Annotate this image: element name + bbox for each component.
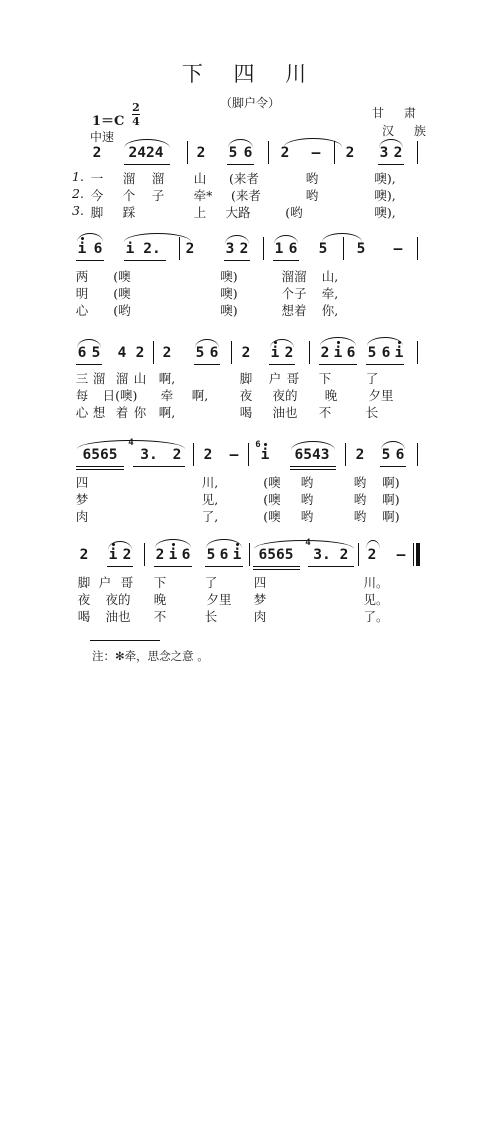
grace-note: 6 bbox=[255, 440, 261, 450]
tempo-marking: 中速 bbox=[90, 130, 115, 144]
lyric: 两 bbox=[75, 269, 89, 284]
barline bbox=[309, 341, 310, 364]
beam-underline bbox=[290, 466, 336, 467]
note: 2 bbox=[280, 145, 290, 161]
lyric: 三 bbox=[75, 371, 89, 386]
beam-underline bbox=[366, 364, 404, 365]
barline bbox=[263, 237, 264, 260]
note: 5 bbox=[91, 345, 101, 361]
lyric: 噢) bbox=[220, 286, 238, 301]
note: 5 bbox=[318, 241, 328, 257]
octave-dot bbox=[264, 443, 267, 446]
barline bbox=[144, 543, 145, 566]
lyric: 了。 bbox=[363, 609, 389, 624]
slur bbox=[195, 339, 219, 348]
beam-underline bbox=[319, 364, 357, 365]
beam-underline bbox=[290, 469, 336, 470]
note: 6 bbox=[77, 345, 87, 361]
lyric: 长 bbox=[365, 405, 379, 420]
note: 5 bbox=[367, 345, 377, 361]
lyric: 噢) bbox=[220, 269, 238, 284]
lyric: 夕里 bbox=[368, 388, 394, 403]
barline bbox=[231, 341, 232, 364]
lyric: (来者 bbox=[231, 188, 261, 203]
lyric: 脚 bbox=[77, 575, 91, 590]
dash: – bbox=[229, 447, 239, 463]
note: i bbox=[125, 241, 135, 257]
note: 2 bbox=[284, 345, 294, 361]
lyric: 梦 bbox=[253, 592, 267, 607]
beam-underline bbox=[76, 364, 102, 365]
slur bbox=[77, 233, 103, 242]
note: 4 bbox=[117, 345, 127, 361]
notation-line bbox=[0, 145, 403, 165]
note: 2 bbox=[92, 145, 102, 161]
note: 2 bbox=[185, 241, 195, 257]
barline bbox=[358, 543, 359, 566]
lyric: 着 bbox=[115, 405, 129, 420]
lyric: 想着 bbox=[281, 303, 307, 318]
note: 2 bbox=[203, 447, 213, 463]
lyric: 溜 bbox=[115, 371, 129, 386]
note: 5 bbox=[206, 547, 216, 563]
lyric: 下 bbox=[153, 575, 167, 590]
lyric: 个 bbox=[122, 188, 136, 203]
lyric: 溜 bbox=[151, 171, 165, 186]
lyric: 上 bbox=[193, 205, 207, 220]
slur bbox=[225, 235, 249, 244]
lyric: 川。 bbox=[363, 575, 389, 590]
beam-underline bbox=[76, 469, 124, 470]
origin-ethnicity: 汉 族 bbox=[382, 124, 434, 138]
note: 2 bbox=[393, 145, 403, 161]
verse-marker: 3. bbox=[72, 203, 84, 218]
notation-line bbox=[0, 345, 404, 365]
note: 2 bbox=[155, 547, 165, 563]
slur bbox=[320, 337, 356, 346]
note: 6 bbox=[219, 547, 229, 563]
dash: – bbox=[311, 145, 321, 161]
barline bbox=[417, 443, 418, 466]
lyric: 山 bbox=[133, 371, 147, 386]
lyric: 不 bbox=[318, 405, 332, 420]
song-subtitle: （脚户令） bbox=[219, 96, 280, 110]
note: 2 bbox=[196, 145, 206, 161]
note: 2 bbox=[135, 345, 145, 361]
slur bbox=[108, 541, 132, 550]
note: 5 bbox=[356, 241, 366, 257]
lyric: (哟 bbox=[113, 303, 131, 318]
barline bbox=[417, 141, 418, 164]
lyric: 心 bbox=[75, 303, 89, 318]
slur bbox=[379, 139, 403, 148]
lyric: 山 bbox=[193, 171, 207, 186]
lyric: 大路 bbox=[225, 205, 251, 220]
note: 2 bbox=[355, 447, 365, 463]
lyric: 溜 bbox=[122, 171, 136, 186]
slur bbox=[228, 139, 253, 148]
lyric: 夕里 bbox=[206, 592, 232, 607]
lyric: 溜溜 bbox=[281, 269, 307, 284]
key-signature: 1＝C bbox=[92, 114, 125, 129]
final-barline-thin bbox=[413, 543, 414, 566]
lyric: 哟 bbox=[300, 492, 314, 507]
lyric: 子 bbox=[151, 188, 165, 203]
lyric: 啊) bbox=[382, 492, 400, 507]
slur bbox=[381, 441, 405, 450]
lyric: 长 bbox=[204, 609, 218, 624]
lyric: 下 bbox=[318, 371, 332, 386]
lyric: 哟 bbox=[305, 171, 319, 186]
lyric: 一 bbox=[90, 171, 104, 186]
lyric: 踩 bbox=[122, 205, 136, 220]
beam-underline bbox=[273, 260, 299, 261]
beam-underline bbox=[380, 466, 406, 467]
dash: – bbox=[393, 241, 403, 257]
barline bbox=[153, 341, 154, 364]
lyric: 啊) bbox=[382, 475, 400, 490]
notation-line bbox=[0, 241, 403, 261]
notation-line bbox=[0, 538, 406, 567]
note: 2 bbox=[122, 547, 132, 563]
lyric: 脚 bbox=[90, 205, 104, 220]
beam-underline bbox=[107, 566, 133, 567]
footnote: 注：✻牵，思念之意 。 bbox=[92, 649, 209, 663]
lyric: 了 bbox=[365, 371, 379, 386]
lyric: 肉 bbox=[253, 609, 267, 624]
note: 3. bbox=[313, 547, 331, 563]
beam-underline bbox=[308, 566, 354, 567]
lyric: (噢 bbox=[263, 509, 281, 524]
note: 2 bbox=[172, 447, 182, 463]
barline bbox=[268, 141, 269, 164]
lyric: 夜 bbox=[239, 388, 253, 403]
barline bbox=[179, 237, 180, 260]
lyric: 川, bbox=[201, 475, 219, 490]
note: 6 bbox=[181, 547, 191, 563]
note: 3 bbox=[225, 241, 235, 257]
note: i bbox=[108, 547, 118, 563]
lyric: 噢) bbox=[220, 303, 238, 318]
note: 6 bbox=[346, 345, 356, 361]
lyric: 今 bbox=[90, 188, 104, 203]
lyric: 夜的 bbox=[272, 388, 298, 403]
beam-underline bbox=[76, 466, 124, 467]
lyric: 见。 bbox=[363, 592, 389, 607]
beam-underline bbox=[194, 364, 220, 365]
lyric: 牵* bbox=[193, 188, 213, 203]
barline bbox=[417, 237, 418, 260]
note: 1 bbox=[274, 241, 284, 257]
lyric: 溜 bbox=[92, 371, 106, 386]
lyric: 油也 bbox=[105, 609, 131, 624]
lyric: 晚 bbox=[153, 592, 167, 607]
beam-underline bbox=[76, 260, 104, 261]
lyric: 晚 bbox=[324, 388, 338, 403]
note: 2 bbox=[339, 547, 349, 563]
time-signature-bottom: 4 bbox=[132, 115, 140, 128]
lyric: 日(噢) bbox=[102, 388, 138, 403]
slur bbox=[270, 339, 294, 348]
beam-underline bbox=[253, 569, 300, 570]
note: i bbox=[232, 547, 242, 563]
note-group: 6565 bbox=[82, 447, 118, 463]
note: 2 bbox=[241, 345, 251, 361]
barline bbox=[249, 543, 250, 566]
note: 5 bbox=[195, 345, 205, 361]
lyric: 肉 bbox=[75, 509, 89, 524]
lyric: 噢), bbox=[374, 188, 396, 203]
lyric: 心 bbox=[75, 405, 89, 420]
note: 5 bbox=[228, 145, 238, 161]
lyric: 每 bbox=[75, 388, 89, 403]
slur bbox=[206, 539, 242, 548]
note-group: 2424 bbox=[128, 145, 164, 161]
lyric: 噢), bbox=[374, 205, 396, 220]
note: 6 bbox=[93, 241, 103, 257]
lyric: 明 bbox=[75, 286, 89, 301]
slur bbox=[77, 339, 101, 348]
lyric: 了, bbox=[201, 509, 219, 524]
lyric: 你, bbox=[321, 303, 339, 318]
note: i bbox=[260, 447, 270, 463]
barline bbox=[345, 443, 346, 466]
barline bbox=[417, 341, 418, 364]
lyric: 哟 bbox=[300, 509, 314, 524]
time-signature bbox=[132, 102, 140, 127]
beam-underline bbox=[253, 566, 300, 567]
note: i bbox=[168, 547, 178, 563]
lyric: 见, bbox=[201, 492, 219, 507]
origin-region: 甘 肃 bbox=[372, 106, 424, 120]
barline bbox=[248, 443, 249, 466]
lyric: 夜 bbox=[77, 592, 91, 607]
final-barline-thick bbox=[416, 543, 420, 566]
lyric: (噢 bbox=[263, 475, 281, 490]
barline bbox=[334, 141, 335, 164]
lyric: 脚 bbox=[239, 371, 253, 386]
lyric: (来者 bbox=[229, 171, 259, 186]
beam-underline bbox=[133, 466, 185, 467]
time-signature-top: 2 bbox=[132, 101, 140, 114]
note: 6 bbox=[209, 345, 219, 361]
song-title: 下 四 川 bbox=[181, 62, 319, 86]
note: 6 bbox=[288, 241, 298, 257]
lyric: (噢 bbox=[263, 492, 281, 507]
footnote-divider bbox=[90, 640, 160, 641]
beam-underline bbox=[378, 164, 404, 165]
slur bbox=[367, 337, 403, 346]
lyric: 牵, bbox=[321, 286, 339, 301]
note: i bbox=[270, 345, 280, 361]
lyric: 喝 bbox=[77, 609, 91, 624]
lyric: (哟 bbox=[285, 205, 303, 220]
verse-marker: 1. bbox=[72, 169, 84, 184]
slur bbox=[274, 235, 298, 244]
beam-underline bbox=[227, 164, 254, 165]
lyric: 哥 bbox=[286, 371, 300, 386]
lyric: 夜的 bbox=[105, 592, 131, 607]
lyric: 个子 bbox=[281, 286, 307, 301]
note: 6 bbox=[395, 447, 405, 463]
note: i bbox=[394, 345, 404, 361]
slur bbox=[124, 139, 170, 148]
beam-underline bbox=[124, 260, 166, 261]
lyric: 四 bbox=[75, 475, 89, 490]
lyric: 户 bbox=[268, 371, 282, 386]
lyric: 四 bbox=[253, 575, 267, 590]
note: 2 bbox=[239, 241, 249, 257]
note: 3 bbox=[379, 145, 389, 161]
barline bbox=[187, 141, 188, 164]
fermata bbox=[366, 540, 380, 549]
beam-underline bbox=[269, 364, 295, 365]
lyric: 牵 bbox=[160, 388, 174, 403]
lyric: 啊, bbox=[191, 388, 209, 403]
dash: – bbox=[396, 547, 406, 563]
note: i bbox=[333, 345, 343, 361]
lyric: 想 bbox=[92, 405, 106, 420]
barline bbox=[193, 443, 194, 466]
beam-underline bbox=[124, 164, 170, 165]
lyric: 啊, bbox=[158, 371, 176, 386]
lyric: 不 bbox=[153, 609, 167, 624]
lyric: 你 bbox=[133, 405, 147, 420]
beam-underline bbox=[154, 566, 192, 567]
note: 6 bbox=[243, 145, 253, 161]
lyric: 哥 bbox=[120, 575, 134, 590]
lyric: 山, bbox=[321, 269, 339, 284]
lyric: 噢), bbox=[374, 171, 396, 186]
note: 5 bbox=[381, 447, 391, 463]
lyric: 户 bbox=[98, 575, 112, 590]
note-group: 6565 bbox=[258, 547, 294, 563]
note: 6 bbox=[381, 345, 391, 361]
note: 2 bbox=[320, 345, 330, 361]
lyric: 哟 bbox=[305, 188, 319, 203]
note: 3. bbox=[140, 447, 158, 463]
grace-note: 4 bbox=[128, 438, 134, 448]
lyric: 哟 bbox=[353, 509, 367, 524]
slur bbox=[155, 539, 191, 548]
lyric: (噢 bbox=[113, 286, 131, 301]
grace-note: 4 bbox=[305, 538, 311, 548]
lyric: 哟 bbox=[353, 475, 367, 490]
notation-line bbox=[0, 438, 405, 467]
barline bbox=[343, 237, 344, 260]
lyric: 啊) bbox=[382, 509, 400, 524]
note: 2. bbox=[143, 241, 161, 257]
lyric: 啊, bbox=[158, 405, 176, 420]
note: 2 bbox=[345, 145, 355, 161]
lyric: 油也 bbox=[272, 405, 298, 420]
lyric: (噢 bbox=[113, 269, 131, 284]
lyric: 梦 bbox=[75, 492, 89, 507]
note-group: 6543 bbox=[294, 447, 330, 463]
verse-marker: 2. bbox=[72, 186, 84, 201]
lyric: 喝 bbox=[239, 405, 253, 420]
note: 2 bbox=[162, 345, 172, 361]
lyric: 了 bbox=[204, 575, 218, 590]
lyric: 哟 bbox=[353, 492, 367, 507]
note: 2 bbox=[367, 547, 377, 563]
beam-underline bbox=[224, 260, 250, 261]
slur bbox=[124, 233, 191, 242]
beam-underline bbox=[205, 566, 243, 567]
lyric: 哟 bbox=[300, 475, 314, 490]
note: i bbox=[77, 241, 87, 257]
slur bbox=[291, 441, 335, 450]
note: 2 bbox=[79, 547, 89, 563]
